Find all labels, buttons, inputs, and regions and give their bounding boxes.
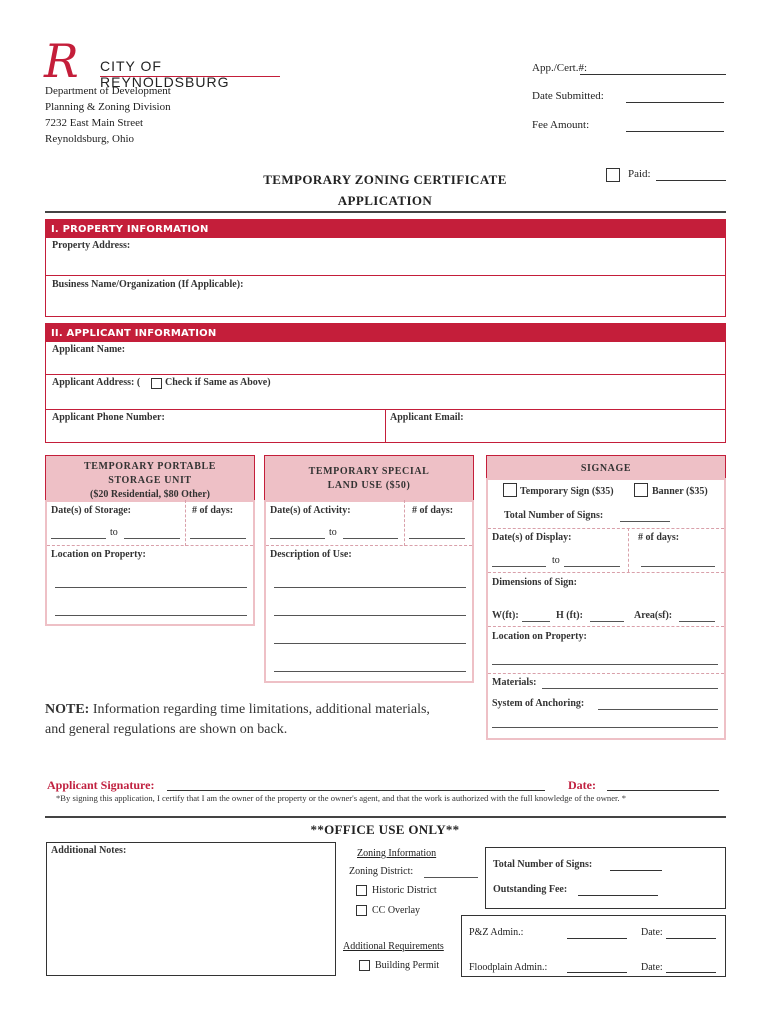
pz-date-label: Date: bbox=[641, 927, 663, 938]
storage-location-line[interactable] bbox=[55, 587, 247, 588]
same-as-above-label: Check if Same as Above) bbox=[165, 377, 271, 388]
office-use-heading: **OFFICE USE ONLY** bbox=[310, 822, 460, 837]
height-label: H (ft): bbox=[556, 610, 583, 621]
applicant-phone-label: Applicant Phone Number: bbox=[52, 412, 165, 423]
sign-location-line[interactable] bbox=[492, 664, 718, 665]
storage-date-from-line[interactable] bbox=[51, 538, 106, 539]
cc-overlay-checkbox[interactable] bbox=[356, 905, 367, 916]
dept-line: 7232 East Main Street bbox=[45, 117, 144, 129]
note-line: Information regarding time limitations, additional materials, bbox=[89, 702, 430, 717]
city-logo bbox=[44, 34, 284, 90]
floodplain-date-label: Date: bbox=[641, 962, 663, 973]
signage-row-divider bbox=[488, 673, 724, 674]
pz-admin-label: P&Z Admin.: bbox=[469, 927, 524, 938]
business-name-label: Business Name/Organization (If Applicable): bbox=[52, 279, 244, 290]
storage-unit-panel bbox=[45, 500, 255, 626]
signage-row-divider bbox=[488, 572, 724, 573]
special-land-use-heading bbox=[264, 455, 474, 501]
storage-dates-label: Date(s) of Storage: bbox=[51, 505, 131, 516]
date-submitted-label: Date Submitted: bbox=[532, 90, 604, 102]
storage-to-label: to bbox=[110, 527, 118, 538]
same-as-above-checkbox[interactable] bbox=[151, 378, 162, 389]
materials-label: Materials: bbox=[492, 677, 537, 688]
dept-line: Planning & Zoning Division bbox=[45, 101, 171, 113]
signature-line[interactable] bbox=[167, 790, 545, 791]
additional-requirements-label: Additional Requirements bbox=[343, 941, 444, 952]
app-cert-label: App./Cert.#: bbox=[532, 62, 587, 74]
zoning-district-label: Zoning District: bbox=[349, 866, 414, 877]
storage-location-line[interactable] bbox=[55, 615, 247, 616]
pz-admin-line[interactable] bbox=[567, 938, 627, 939]
storage-heading-line: TEMPORARY PORTABLE bbox=[83, 461, 217, 472]
app-cert-field[interactable] bbox=[532, 62, 587, 74]
special-to-label: to bbox=[329, 527, 337, 538]
fee-amount-field bbox=[532, 119, 589, 131]
paid-checkbox[interactable] bbox=[606, 168, 620, 182]
office-rule bbox=[45, 816, 726, 818]
applicant-phone-box[interactable] bbox=[45, 409, 386, 443]
temp-sign-label: Temporary Sign ($35) bbox=[520, 486, 614, 497]
special-days-label: # of days: bbox=[412, 505, 454, 516]
date-submitted-field bbox=[532, 90, 604, 102]
office-fees-box bbox=[485, 847, 726, 909]
storage-divider bbox=[185, 500, 186, 546]
title-line: APPLICATION bbox=[337, 193, 433, 208]
logo-letter: R bbox=[44, 34, 79, 88]
special-row-divider bbox=[266, 545, 472, 546]
special-description-line[interactable] bbox=[274, 671, 466, 672]
banner-label: Banner ($35) bbox=[652, 486, 708, 497]
total-signs-label: Total Number of Signs: bbox=[504, 510, 604, 521]
pz-date-line[interactable] bbox=[666, 938, 716, 939]
anchoring-label: System of Anchoring: bbox=[492, 698, 585, 709]
banner-checkbox[interactable] bbox=[634, 483, 648, 497]
display-date-to-line[interactable] bbox=[564, 566, 620, 567]
special-description-line[interactable] bbox=[274, 615, 466, 616]
paid-line[interactable] bbox=[656, 180, 726, 181]
sign-location-label: Location on Property: bbox=[492, 631, 587, 642]
special-land-use-panel bbox=[264, 500, 474, 683]
materials-line[interactable] bbox=[542, 688, 718, 689]
department-address bbox=[45, 83, 171, 147]
special-date-from-line[interactable] bbox=[270, 538, 325, 539]
special-heading-line: LAND USE ($50) bbox=[327, 480, 411, 491]
anchoring-line[interactable] bbox=[598, 709, 718, 710]
special-divider bbox=[404, 500, 405, 546]
cc-overlay-label: CC Overlay bbox=[372, 905, 421, 916]
header-rule bbox=[45, 211, 726, 213]
special-description-line[interactable] bbox=[274, 587, 466, 588]
section-applicant-heading: II. APPLICANT INFORMATION bbox=[45, 323, 726, 341]
applicant-email-label: Applicant Email: bbox=[390, 412, 464, 423]
logo-rule bbox=[100, 76, 280, 77]
additional-notes-box[interactable] bbox=[46, 842, 336, 976]
storage-date-to-line[interactable] bbox=[124, 538, 180, 539]
width-line[interactable] bbox=[522, 621, 550, 622]
fee-amount-line[interactable] bbox=[626, 131, 724, 132]
special-description-line[interactable] bbox=[274, 643, 466, 644]
special-heading-line: TEMPORARY SPECIAL bbox=[308, 466, 430, 477]
certify-text: *By signing this application, I certify that I am the owner of the property or the owner's agent, and that the work is authorized with the full knowledge of the owner. * bbox=[56, 793, 627, 803]
outstanding-fee-label: Outstanding Fee: bbox=[493, 884, 568, 895]
paid-label: Paid: bbox=[628, 168, 651, 180]
dimensions-label: Dimensions of Sign: bbox=[492, 577, 578, 588]
dept-line: Reynoldsburg, Ohio bbox=[45, 133, 135, 145]
applicant-name-label: Applicant Name: bbox=[52, 344, 126, 355]
width-label: W(ft): bbox=[492, 610, 519, 621]
area-line[interactable] bbox=[679, 621, 715, 622]
signage-row-divider bbox=[488, 626, 724, 627]
dept-line: Department of Development bbox=[45, 85, 171, 97]
applicant-address-label: Applicant Address: ( bbox=[52, 377, 141, 388]
fee-amount-label: Fee Amount: bbox=[532, 119, 590, 131]
historic-district-label: Historic District bbox=[372, 885, 437, 896]
special-dates-label: Date(s) of Activity: bbox=[270, 505, 351, 516]
signage-divider bbox=[628, 528, 629, 572]
total-signs-line[interactable] bbox=[620, 521, 670, 522]
special-description-label: Description of Use: bbox=[270, 549, 352, 560]
anchoring-line-2[interactable] bbox=[492, 727, 718, 728]
temp-sign-checkbox[interactable] bbox=[503, 483, 517, 497]
business-name-box[interactable] bbox=[45, 275, 726, 317]
zoning-district-line[interactable] bbox=[424, 877, 478, 878]
applicant-email-box[interactable] bbox=[385, 409, 726, 443]
floodplain-admin-label: Floodplain Admin.: bbox=[469, 962, 548, 973]
signature-date-label: Date: bbox=[568, 778, 596, 792]
form-title bbox=[230, 169, 540, 211]
display-to-label: to bbox=[552, 555, 560, 566]
special-date-to-line[interactable] bbox=[343, 538, 398, 539]
storage-heading-line: STORAGE UNIT bbox=[108, 475, 192, 486]
applicant-address-box[interactable] bbox=[45, 374, 726, 410]
property-address-box[interactable] bbox=[45, 237, 726, 276]
height-line[interactable] bbox=[590, 621, 624, 622]
area-label: Area(sf): bbox=[634, 610, 673, 621]
signature-label: Applicant Signature: bbox=[47, 778, 155, 792]
storage-days-label: # of days: bbox=[192, 505, 234, 516]
historic-district-checkbox[interactable] bbox=[356, 885, 367, 896]
title-line: TEMPORARY ZONING CERTIFICATE bbox=[263, 172, 507, 187]
storage-unit-heading bbox=[45, 455, 255, 501]
display-date-from-line[interactable] bbox=[492, 566, 546, 567]
property-address-label: Property Address: bbox=[52, 240, 131, 251]
display-days-label: # of days: bbox=[638, 532, 680, 543]
signage-row-divider bbox=[488, 528, 724, 529]
storage-days-line[interactable] bbox=[190, 538, 246, 539]
admin-box bbox=[461, 915, 726, 977]
outstanding-fee-line[interactable] bbox=[578, 895, 658, 896]
building-permit-checkbox[interactable] bbox=[359, 960, 370, 971]
storage-heading-line: ($20 Residential, $80 Other) bbox=[90, 489, 210, 500]
date-submitted-line[interactable] bbox=[626, 102, 724, 103]
office-total-signs-label: Total Number of Signs: bbox=[493, 859, 593, 870]
additional-notes-label: Additional Notes: bbox=[51, 845, 127, 856]
special-days-line[interactable] bbox=[409, 538, 465, 539]
floodplain-admin-line[interactable] bbox=[567, 972, 627, 973]
signage-heading: SIGNAGE bbox=[486, 455, 726, 479]
storage-location-label: Location on Property: bbox=[51, 549, 146, 560]
display-days-line[interactable] bbox=[641, 566, 715, 567]
office-total-signs-line[interactable] bbox=[610, 870, 662, 871]
city-name: CITY OF REYNOLDSBURG bbox=[100, 58, 230, 90]
note-bold: NOTE: bbox=[45, 702, 90, 717]
note-line: and general regulations are shown on back. bbox=[45, 722, 288, 737]
signature-date-line[interactable] bbox=[607, 790, 719, 791]
building-permit-label: Building Permit bbox=[375, 960, 440, 971]
app-cert-line[interactable] bbox=[580, 74, 726, 75]
floodplain-date-line[interactable] bbox=[666, 972, 716, 973]
note-text bbox=[45, 700, 465, 740]
zoning-info-label: Zoning Information bbox=[357, 848, 437, 859]
applicant-name-box[interactable] bbox=[45, 341, 726, 375]
storage-row-divider bbox=[47, 545, 253, 546]
display-dates-label: Date(s) of Display: bbox=[492, 532, 572, 543]
section-property-heading: I. PROPERTY INFORMATION bbox=[45, 219, 726, 237]
